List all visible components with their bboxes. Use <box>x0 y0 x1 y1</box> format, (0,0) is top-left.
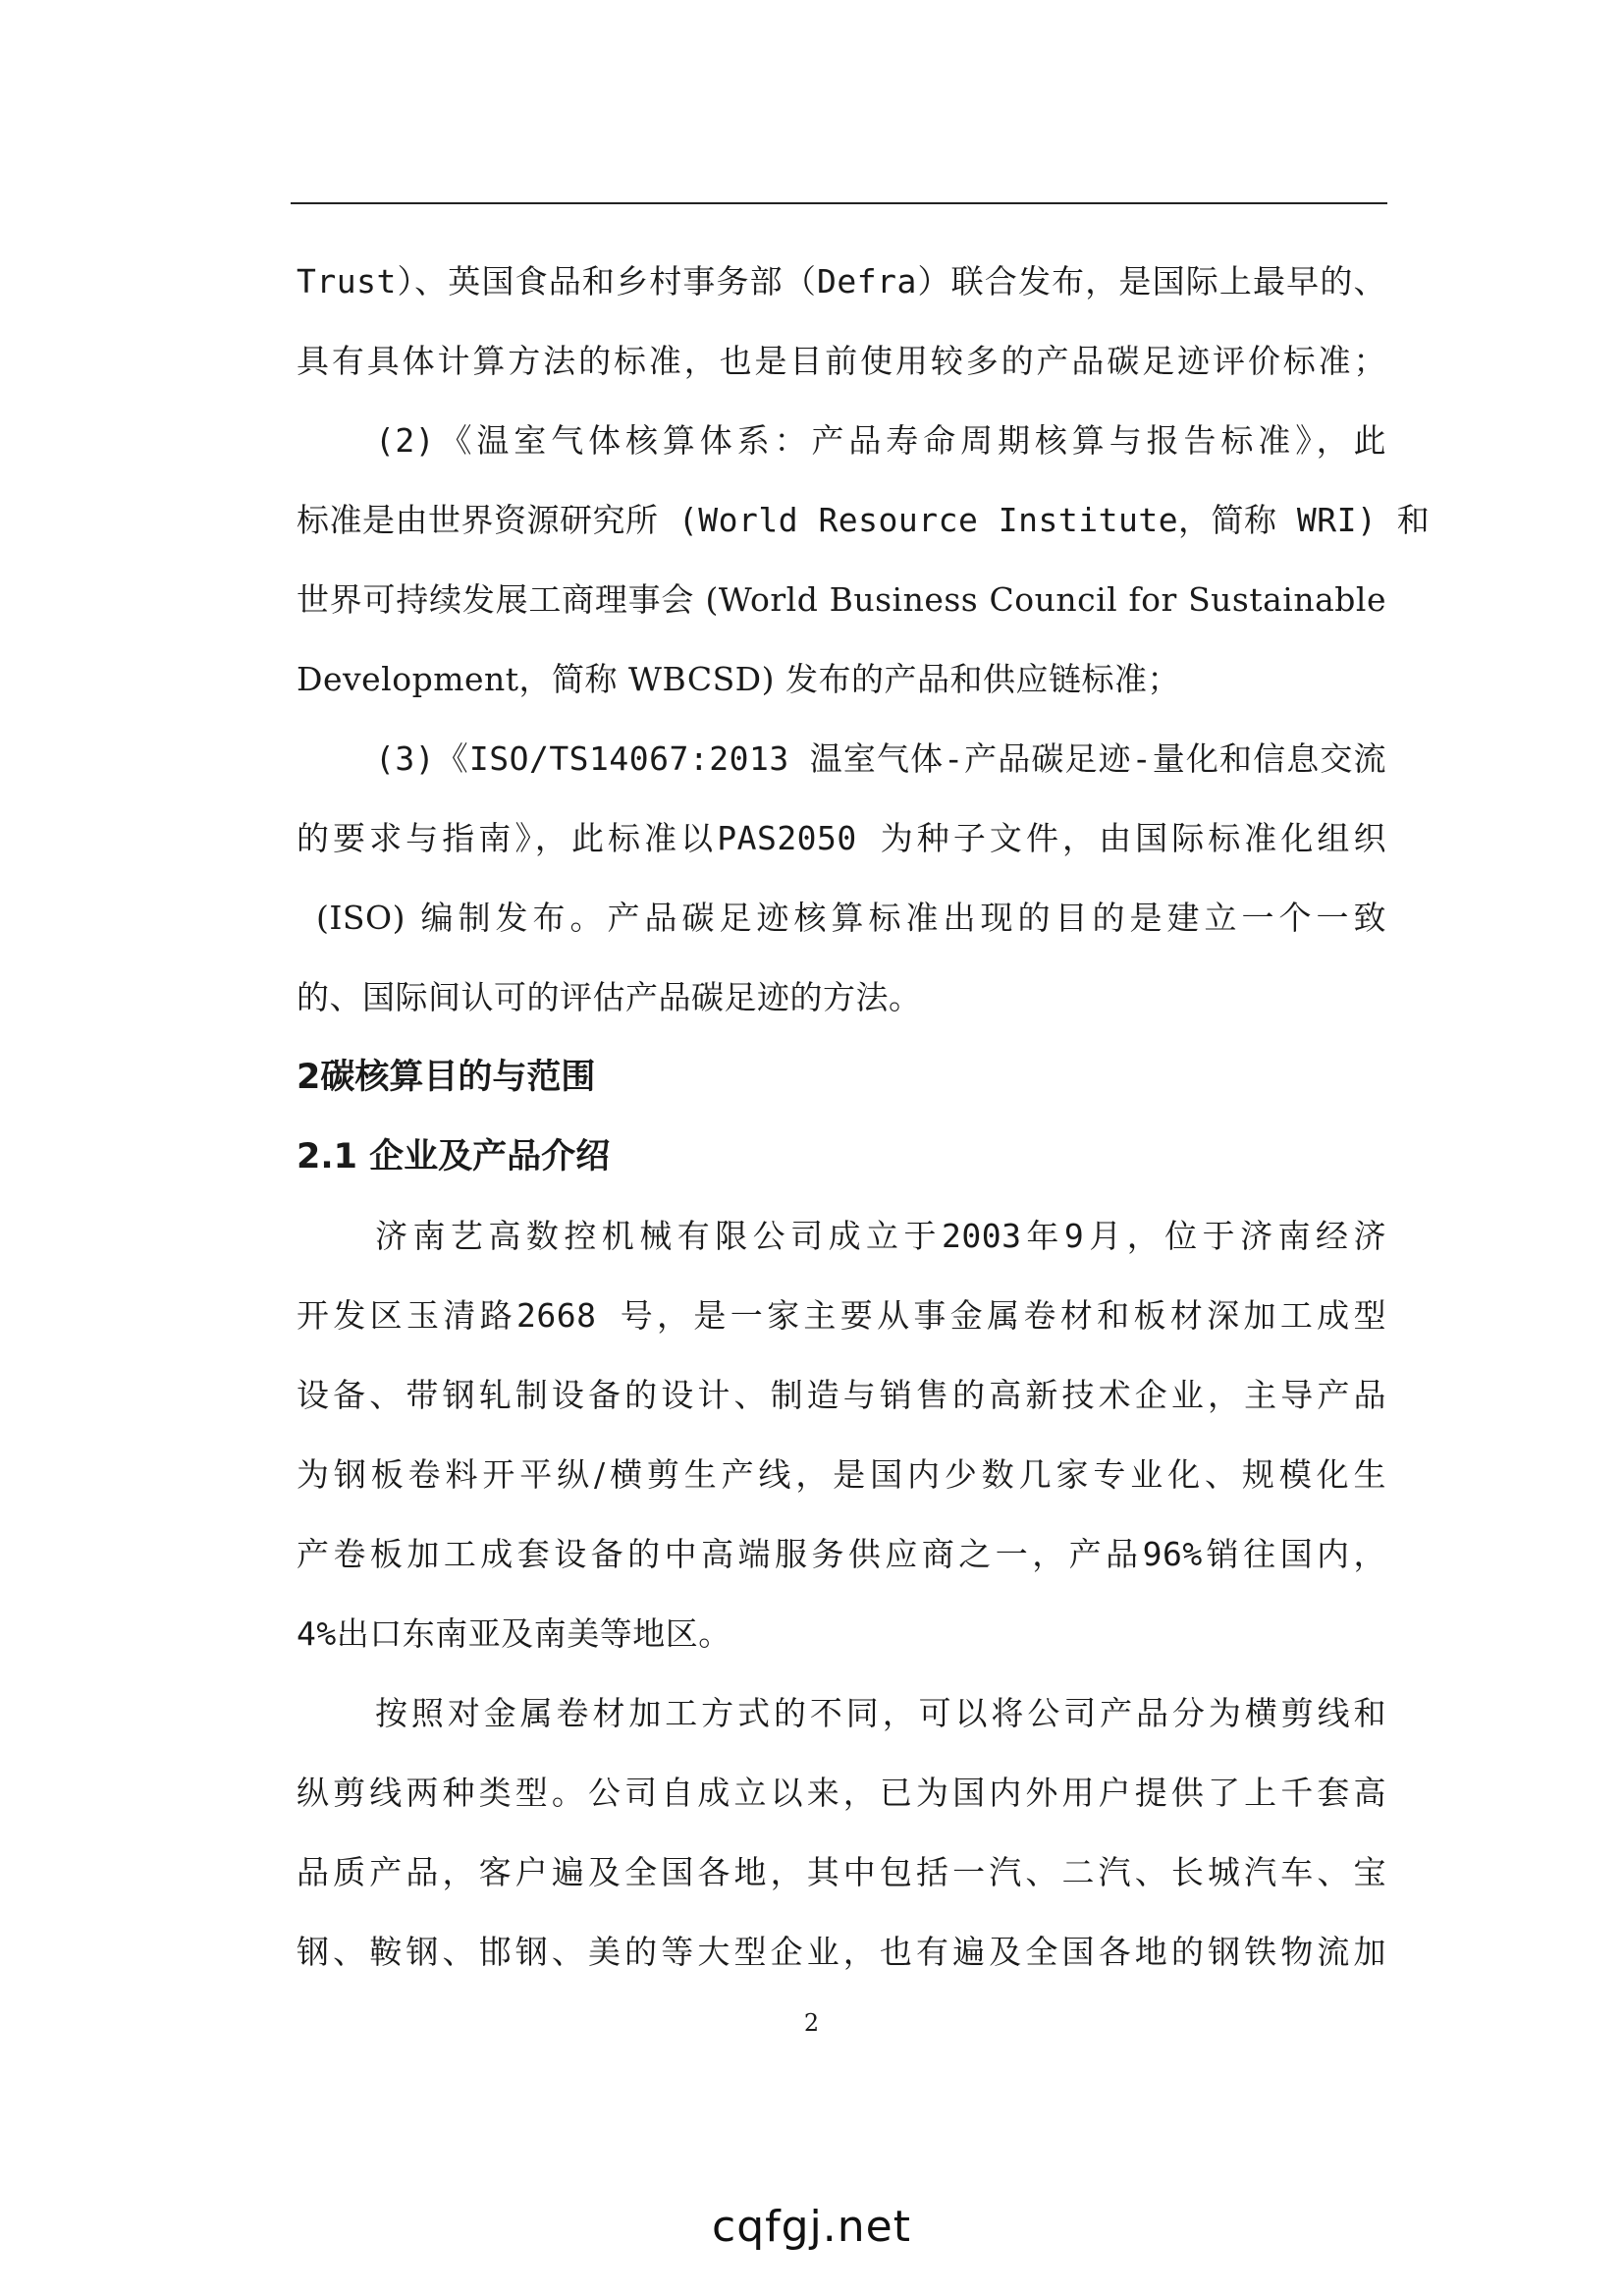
subsection-heading: 2.1 企业及产品介绍 <box>297 1137 611 1176</box>
body-line: 为钢板卷料开平纵/横剪生产线，是国内少数几家专业化、规模化生 <box>297 1455 1386 1494</box>
body-line: 标准是由世界资源研究所 (World Resource Institute，简称 WRI) 和 <box>297 501 1431 539</box>
section-heading: 2碳核算目的与范围 <box>297 1058 596 1097</box>
body-line: 的要求与指南》，此标准以PAS2050 为种子文件，由国际标准化组织 <box>297 819 1386 857</box>
body-line: 产卷板加工成套设备的中高端服务供应商之一，产品96%销往国内， <box>297 1535 1386 1573</box>
page-number: 2 <box>803 2009 820 2037</box>
body-line: 济南艺高数控机械有限公司成立于2003年9月，位于济南经济 <box>375 1217 1386 1255</box>
body-line: 设备、带钢轧制设备的设计、制造与销售的高新技术企业，主导产品 <box>297 1376 1386 1414</box>
body-line: (ISO) 编制发布。产品碳足迹核算标准出现的目的是建立一个一致 <box>316 899 1386 937</box>
body-line: 钢、鞍钢、邯钢、美的等大型企业，也有遍及全国各地的钢铁物流加 <box>297 1933 1386 1971</box>
body-line: 4%出口东南亚及南美等地区。 <box>297 1614 731 1653</box>
body-line: 开发区玉清路2668 号，是一家主要从事金属卷材和板材深加工成型 <box>297 1296 1386 1335</box>
body-line: Development，简称 WBCSD) 发布的产品和供应链标准； <box>297 660 1180 698</box>
watermark-text: cqfgj.net <box>712 2202 911 2252</box>
body-line: 纵剪线两种类型。公司自成立以来，已为国内外用户提供了上千套高 <box>297 1774 1386 1812</box>
body-line: 具有具体计算方法的标准，也是目前使用较多的产品碳足迹评价标准； <box>297 342 1386 380</box>
body-line: 按照对金属卷材加工方式的不同，可以将公司产品分为横剪线和 <box>375 1694 1386 1732</box>
body-line: (2)《温室气体核算体系：产品寿命周期核算与报告标准》，此 <box>375 421 1386 460</box>
body-line: (3)《ISO/TS14067:2013 温室气体-产品碳足迹-量化和信息交流 <box>375 739 1386 778</box>
body-line: 的、国际间认可的评估产品碳足迹的方法。 <box>297 978 922 1016</box>
body-line: 品质产品，客户遍及全国各地，其中包括一汽、二汽、长城汽车、宝 <box>297 1853 1386 1891</box>
body-line: Trust）、英国食品和乡村事务部（Defra）联合发布，是国际上最早的、 <box>297 262 1386 301</box>
header-rule <box>291 202 1387 204</box>
body-line: 世界可持续发展工商理事会 (World Business Council for Sustainable <box>297 580 1386 619</box>
